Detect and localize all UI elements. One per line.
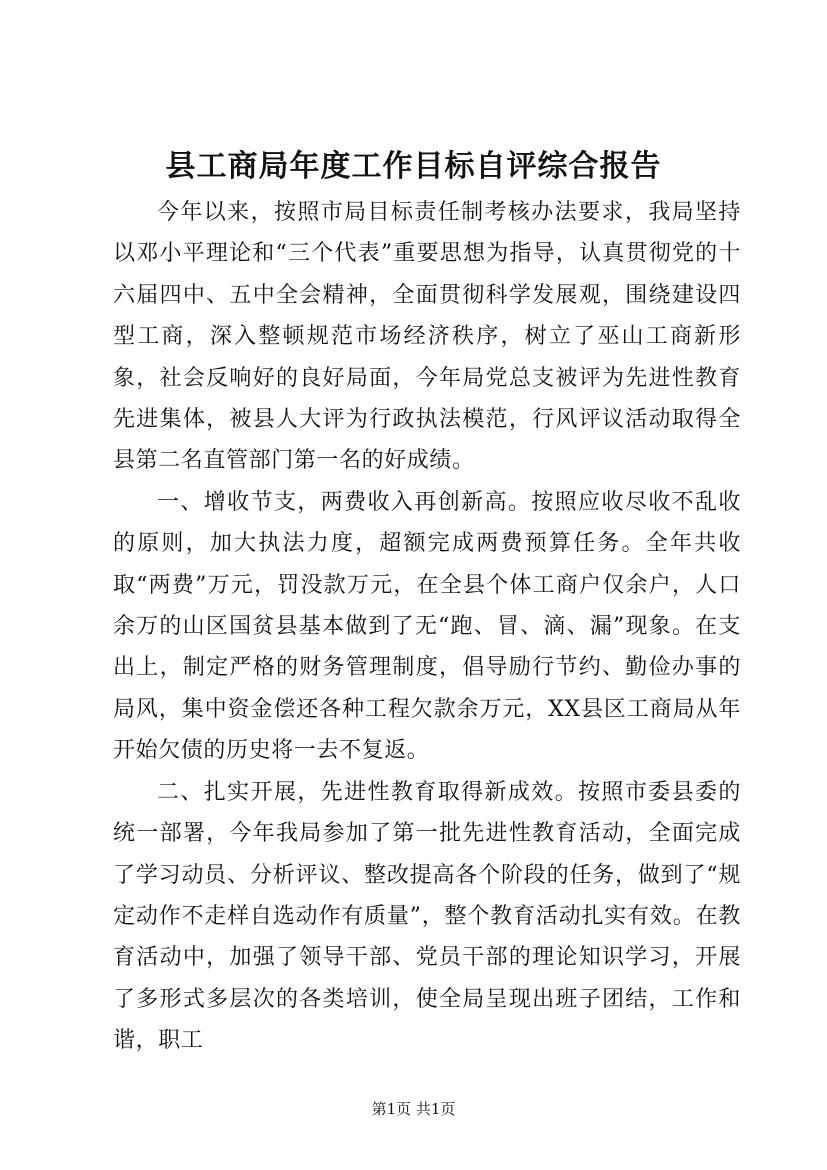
- paragraph-section-1: 一、增收节支，两费收入再创新高。按照应收尽收不乱收的原则，加大执法力度，超额完成两费预算任务。全年共收取“两费”万元，罚没款万元，在全县个体工商户仅余户，人口余万的山区国贫县基本做到了无“跑、冒、滴、漏”现象。在支出上，制定严格的财务管理制度，倡导励行节约、勤俭办事的局风，集中资金偿还各种工程欠款余万元，XX县区工商局从年开始欠债的历史将一去不复返。: [113, 489, 741, 764]
- document-title: 县工商局年度工作目标自评综合报告: [165, 149, 662, 184]
- page-footer: 第1页 共1页: [371, 1100, 456, 1118]
- paragraph-intro: 今年以来，按照市局目标责任制考核办法要求，我局坚持以邓小平理论和“三个代表”重要思想为指导，认真贯彻党的十六届四中、五中全会精神，全面贯彻科学发展观，围绕建设四型工商，深入整顿规范市场经济秩序，树立了巫山工商新形象，社会反响好的良好局面，今年局党总支被评为先进性教育先进集体，被县人大评为行政执法模范，行风评议活动取得全县第二名直管部门第一名的好成绩。: [113, 200, 741, 474]
- paragraph-section-2: 二、扎实开展，先进性教育取得新成效。按照市委县委的统一部署，今年我局参加了第一批先进性教育活动，全面完成了学习动员、分析评议、整改提高各个阶段的任务，做到了“规定动作不走样自选动作有质量”，整个教育活动扎实有效。在教育活动中，加强了领导干部、党员干部的理论知识学习，开展了多形式多层次的各类培训，使全局呈现出班子团结，工作和谐，职工: [113, 779, 741, 1054]
- document-body: [113, 192, 741, 1062]
